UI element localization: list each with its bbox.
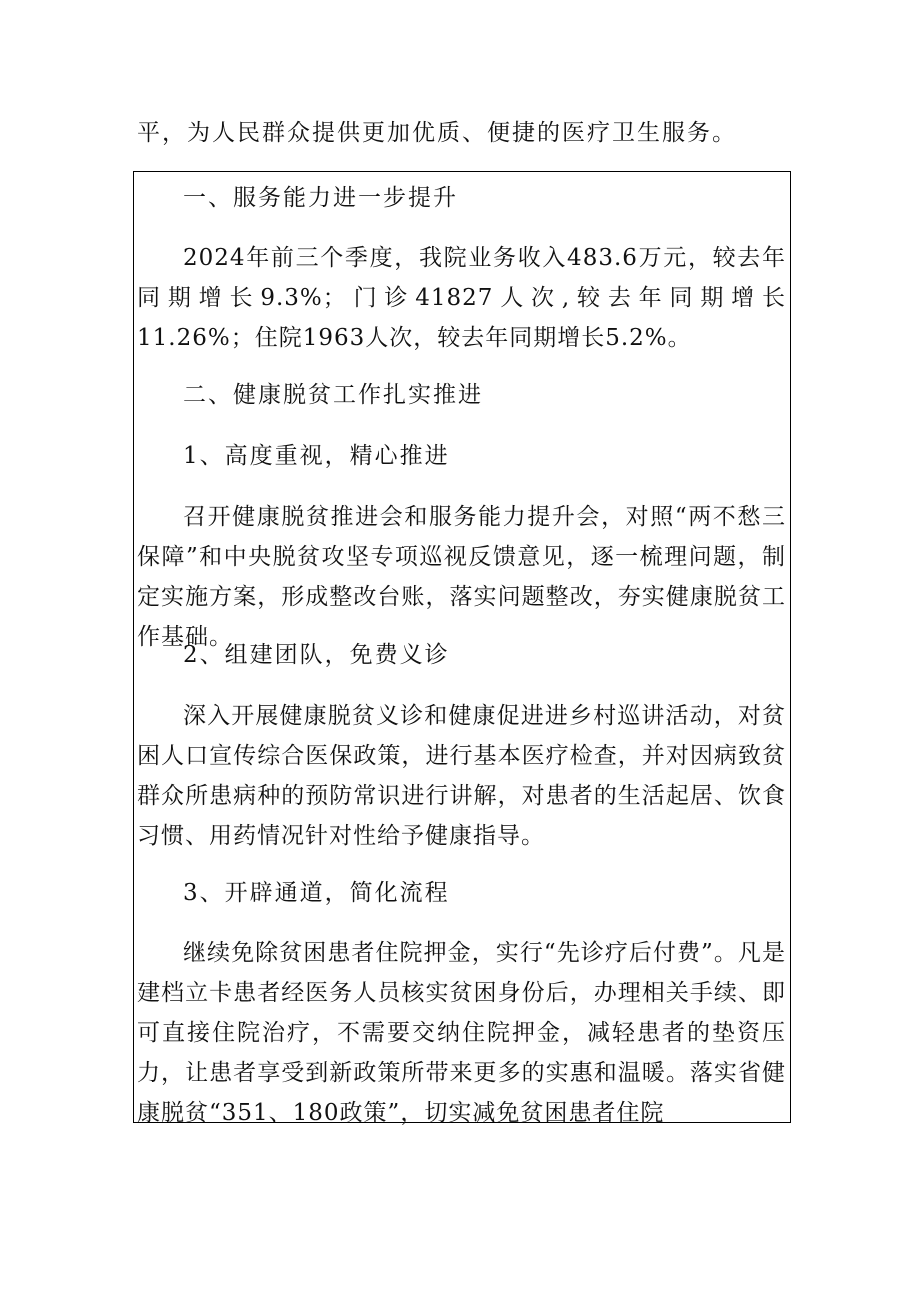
subsection-1-body: 召开健康脱贫推进会和服务能力提升会，对照“两不愁三保障”和中央脱贫攻坚专项巡视反馈意见，逐一梳理问题，制定实施方案，形成整改台账，落实问题整改，夯实健康脱贫工作基础。 [137, 504, 786, 650]
section-1-heading: 一、服务能力进一步提升 [183, 185, 458, 211]
subsection-3-heading: 3、开辟通道，简化流程 [183, 880, 450, 906]
subsection-1-heading: 1、高度重视，精心推进 [183, 443, 450, 469]
content-box [133, 171, 791, 1126]
section-1-body: 2024年前三个季度，我院业务收入483.6万元，较去年同期增长9.3%；门诊41827人次,较去年同期增长11.26%；住院1963人次，较去年同期增长5.2%。 [137, 245, 786, 351]
subsection-2-heading: 2、组建团队，免费义诊 [183, 642, 450, 668]
subsection-2-body: 深入开展健康脱贫义诊和健康促进进乡村巡讲活动，对贫困人口宣传综合医保政策，进行基本医疗检查，并对因病致贫群众所患病种的预防常识进行讲解，对患者的生活起居、饮食习惯、用药情况针对性给予健康指导。 [137, 703, 786, 849]
section-2-heading: 二、健康脱贫工作扎实推进 [183, 382, 483, 408]
subsection-3-body: 继续免除贫困患者住院押金，实行“先诊疗后付费”。凡是建档立卡患者经医务人员核实贫困身份后，办理相关手续、即可直接住院治疗，不需要交纳住院押金，减轻患者的垫资压力，让患者享受到新政策所带来更多的实惠和温暖。落实省健康脱贫“351、180政策”，切实减免贫困患者住院 [137, 940, 786, 1126]
lead-paragraph: 平，为人民群众提供更加优质、便捷的医疗卫生服务。 [137, 120, 737, 146]
